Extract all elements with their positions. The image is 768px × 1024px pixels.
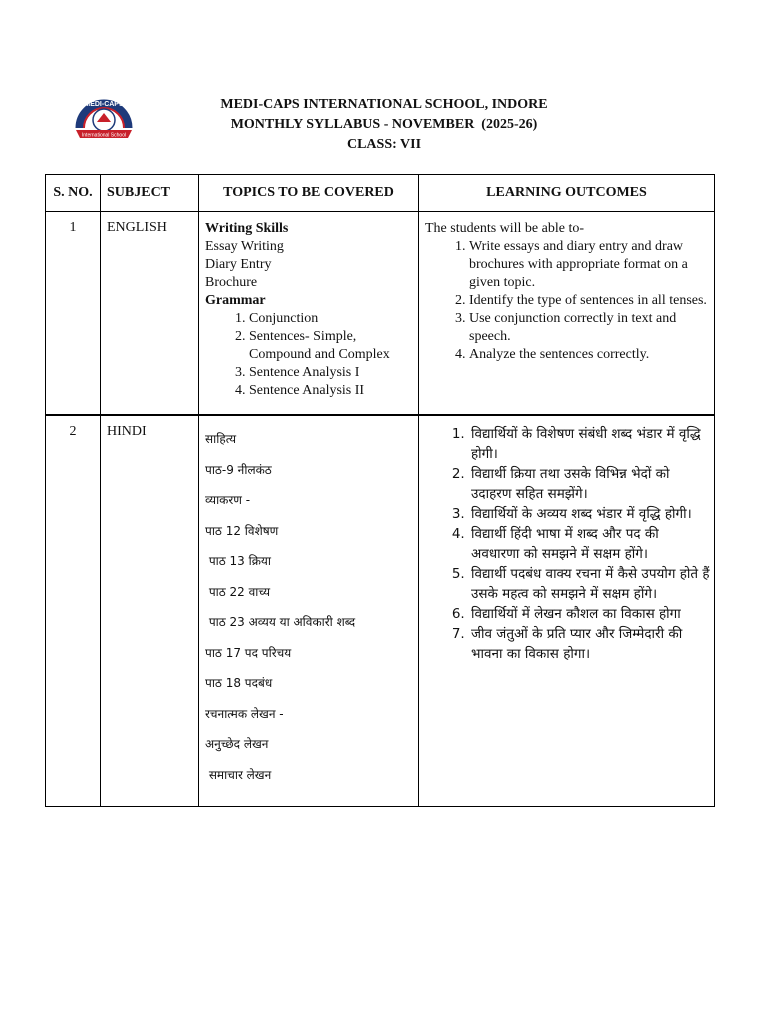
list-item: पाठ 18 पदबंध: [205, 676, 273, 690]
list-item: 3. Use conjunction correctly in text and speech.: [469, 310, 710, 346]
topic-heading: Writing Skills: [205, 221, 289, 236]
header-outcomes: LEARNING OUTCOMES: [419, 175, 715, 212]
list-item: पाठ-9 नीलकंठ: [205, 462, 272, 477]
list-item: 4. Analyze the sentences correctly.: [469, 346, 710, 364]
list-item: 2. Sentences- Simple, Compound and Complex: [249, 328, 414, 364]
list-item: 4. Sentence Analysis II: [249, 382, 414, 400]
table-header-row: [46, 175, 715, 212]
row-sno: 2: [46, 415, 101, 807]
list-item: 2. विद्यार्थी क्रिया तथा उसके विभिन्न भेदों को उदाहरण सहित समझेंगे।: [469, 464, 710, 504]
syllabus-table: [45, 174, 715, 807]
list-item: 3. Sentence Analysis I: [249, 364, 414, 382]
english-topics: [199, 212, 419, 416]
row-sno: 1: [46, 212, 101, 416]
list-item: पाठ 17 पद परिचय: [205, 645, 292, 660]
list-item: पाठ 12 विशेषण: [205, 523, 279, 538]
logo-subtext: International School: [81, 132, 127, 139]
list-item: 1. Conjunction: [249, 310, 414, 328]
header-subject: SUBJECT: [101, 175, 199, 212]
logo-text: MEDI-CAPS: [84, 101, 124, 108]
list-item: 5. विद्यार्थी पदबंध वाक्य रचना में कैसे उपयोग होते हैं उसके महत्व को समझने में सक्षम होंगे।: [469, 564, 710, 604]
list-item: पाठ 23 अव्यय या अविकारी शब्द: [205, 615, 356, 629]
syllabus-title: MONTHLY SYLLABUS - NOVEMBER (2025-26): [230, 117, 538, 132]
hindi-outcomes: [419, 415, 715, 807]
list-item: 2. Identify the type of sentences in all tenses.: [469, 292, 710, 310]
document-header: [0, 95, 768, 155]
school-name: MEDI-CAPS INTERNATIONAL SCHOOL, INDORE: [220, 97, 548, 112]
list-item: 1. Write essays and diary entry and draw brochures with appropriate format on a given topic.: [469, 238, 710, 292]
class-label: CLASS: VII: [346, 137, 422, 152]
list-item: व्याकरण -: [205, 493, 251, 507]
list-item: पाठ 13 क्रिया: [205, 554, 272, 568]
list-item: समाचार लेखन: [205, 767, 272, 782]
list-item: साहित्य: [205, 432, 237, 446]
list-item: 3. विद्यार्थियों के अव्यय शब्द भंडार में वृद्धि होगी।: [469, 504, 710, 524]
outcomes-list: [425, 424, 710, 664]
topic-item: Diary Entry: [205, 257, 272, 272]
header-sno: S. NO.: [46, 175, 101, 212]
topic-heading: Grammar: [205, 293, 266, 308]
table-row: [46, 415, 715, 807]
outcomes-list: [425, 238, 710, 364]
header-topics: TOPICS TO BE COVERED: [199, 175, 419, 212]
english-outcomes: [419, 212, 715, 416]
grammar-list: [205, 310, 414, 400]
topic-item: Essay Writing: [205, 239, 284, 254]
list-item: रचनात्मक लेखन -: [205, 706, 284, 721]
topic-item: Brochure: [205, 275, 258, 290]
row-subject: HINDI: [101, 415, 199, 807]
list-item: पाठ 22 वाच्य: [205, 584, 271, 599]
list-item: 1. विद्यार्थियों के विशेषण संबंधी शब्द भंडार में वृद्धि होगी।: [469, 424, 710, 464]
list-item: अनुच्छेद लेखन: [205, 737, 269, 751]
row-subject: ENGLISH: [101, 212, 199, 416]
list-item: 7. जीव जंतुओं के प्रति प्यार और जिम्मेदारी की भावना का विकास होगा।: [469, 624, 710, 664]
list-item: 6. विद्यार्थियों में लेखन कौशल का विकास होगा: [469, 604, 710, 624]
table-row: [46, 212, 715, 416]
list-item: 4. विद्यार्थी हिंदी भाषा में शब्द और पद की अवधारणा को समझने में सक्षम होंगे।: [469, 524, 710, 564]
hindi-topics: [199, 415, 419, 807]
outcomes-intro: The students will be able to-: [425, 221, 585, 236]
